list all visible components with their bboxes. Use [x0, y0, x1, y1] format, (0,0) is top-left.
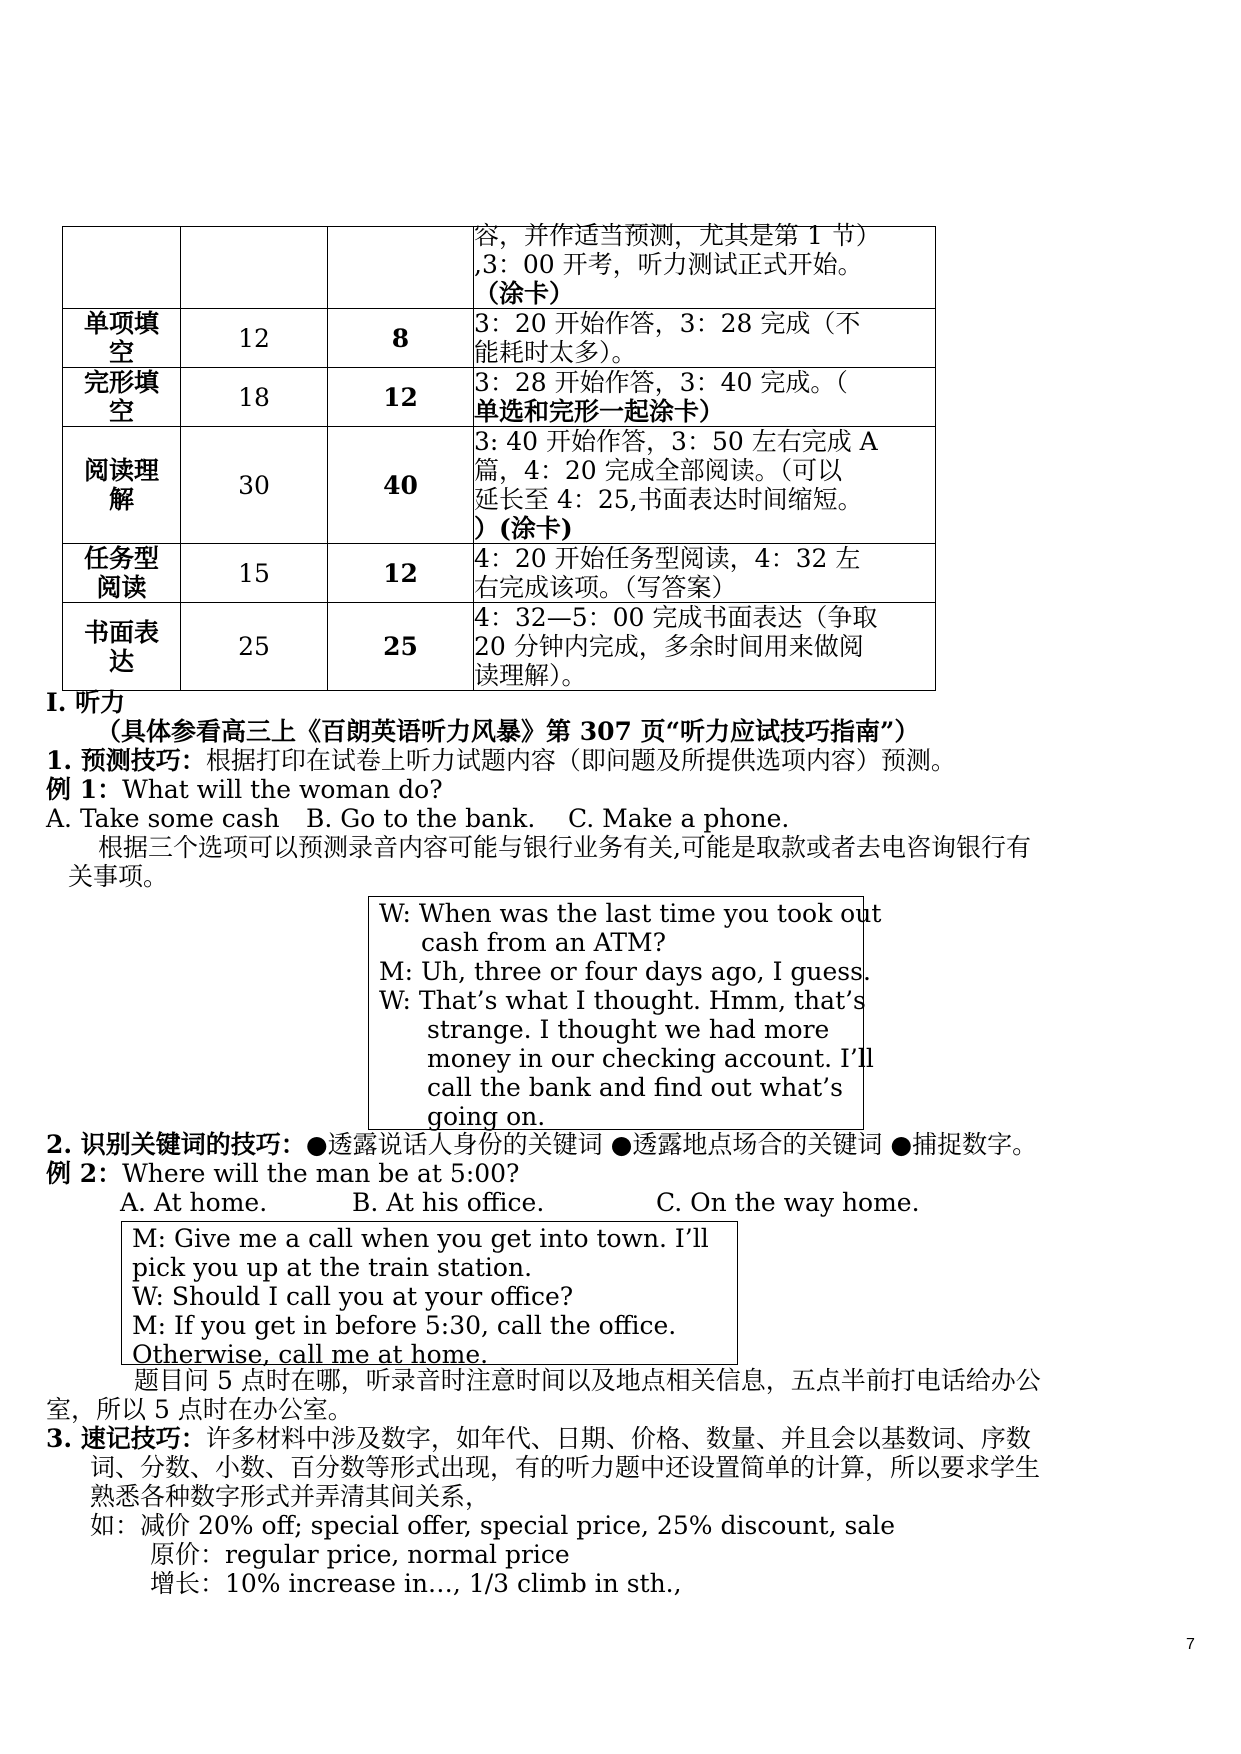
table-row	[63, 603, 936, 691]
time-plan-line: 单选和完形一起涂卡）	[474, 397, 725, 426]
question-count-cell	[181, 227, 328, 309]
score-cell: 12	[328, 368, 474, 427]
section-name-cell: 阅读理解	[63, 427, 181, 544]
section-name-cell: 完形填空	[63, 368, 181, 427]
table-row	[63, 427, 936, 544]
time-plan-line: 能耗时太多）。	[474, 338, 637, 367]
dialog1-line: cash from an ATM?	[421, 928, 667, 957]
time-plan-cell	[474, 309, 936, 368]
dialog1-line: W: When was the last time you took out	[379, 899, 882, 928]
dialog2-line: M: If you get in before 5:30, call the office.	[132, 1311, 677, 1340]
dialog1-line: strange. I thought we had more	[427, 1015, 830, 1044]
score-cell: 12	[328, 544, 474, 603]
time-plan-line: 容，并作适当预测，尤其是第 1 节）	[474, 221, 881, 250]
example2-explanation-2: 室，所以 5 点时在办公室。	[46, 1395, 353, 1424]
example2-question: Where will the man be at 5:00?	[122, 1159, 520, 1188]
time-plan-line: 3：28 开始作答，3：40 完成。（	[474, 368, 848, 397]
score-cell: 25	[328, 603, 474, 691]
table-row	[63, 227, 936, 309]
time-plan-cell	[474, 221, 936, 309]
time-plan-cell	[474, 603, 936, 691]
time-plan-cell	[474, 368, 936, 427]
time-plan-cell	[474, 544, 936, 603]
tip1-heading: 1. 预测技巧：	[46, 746, 206, 775]
example2-dialog-box	[121, 1221, 738, 1369]
tip3-text-3: 熟悉各种数字形式并弄清其间关系，	[90, 1482, 491, 1511]
question-count-cell: 18	[181, 368, 328, 427]
time-plan-line: 20 分钟内完成，多余时间用来做阅	[474, 632, 864, 661]
example2-option-b: B. At his office.	[352, 1188, 545, 1217]
score-cell: 40	[328, 427, 474, 544]
example1-explanation-2: 关事项。	[68, 862, 169, 891]
time-plan-line: 延长至 4：25,书面表达时间缩短。	[474, 485, 863, 514]
table-row	[63, 544, 936, 603]
tip1-text: 根据打印在试卷上听力试题内容（即问题及所提供选项内容）预测。	[205, 746, 956, 775]
section-reference: （具体参看高三上《百朗英语听力风暴》第 307 页“听力应试技巧指南”）	[96, 717, 920, 746]
table-row	[63, 309, 936, 368]
time-plan-line: 读理解）。	[474, 661, 587, 690]
tip3-example-3: 增长：10% increase in…, 1/3 climb in sth.,	[150, 1569, 682, 1598]
dialog1-line: W: That’s what I thought. Hmm, that’s	[379, 986, 866, 1015]
time-plan-cell	[474, 427, 936, 544]
schedule-table-body	[63, 221, 936, 691]
time-plan-line: 4：32—5：00 完成书面表达（争取	[474, 603, 878, 632]
dialog2-line: Otherwise, call me at home.	[132, 1340, 489, 1369]
dialog1-line: going on.	[427, 1102, 546, 1131]
section-name-cell: 单项填空	[63, 309, 181, 368]
section-name-cell: 书面表达	[63, 603, 181, 691]
score-cell: 8	[328, 309, 474, 368]
tip3-example-2: 原价：regular price, normal price	[150, 1540, 570, 1569]
section-title: I. 听力	[46, 688, 126, 717]
dialog1-line: call the bank and find out what’s	[427, 1073, 843, 1102]
question-count-cell: 25	[181, 603, 328, 691]
question-count-cell: 12	[181, 309, 328, 368]
question-count-cell: 30	[181, 427, 328, 544]
dialog1-line: money in our checking account. I’ll	[427, 1044, 874, 1073]
tip3-text-2: 词、分数、小数、百分数等形式出现，有的听力题中还设置简单的计算，所以要求学生	[90, 1453, 1041, 1482]
tip3-line	[46, 1424, 1031, 1453]
table-row	[63, 368, 936, 427]
tip3-example-1: 如：减价 20% off; special offer, special price, 25% discount, sale	[90, 1511, 895, 1540]
dialog2-line: W: Should I call you at your office?	[132, 1282, 574, 1311]
time-plan-line: 篇，4：20 完成全部阅读。（可以	[474, 456, 843, 485]
question-count-cell: 15	[181, 544, 328, 603]
time-plan-line: （涂卡）	[474, 279, 575, 308]
section-name-cell: 任务型阅读	[63, 544, 181, 603]
example1-label: 例 1：	[46, 775, 123, 804]
example1-option-a: A. Take some cash	[46, 804, 280, 833]
time-plan-line: ,3：00 开考，听力测试正式开始。	[474, 250, 863, 279]
example1-dialog-box	[368, 896, 882, 1131]
page-number: 7	[1186, 1636, 1195, 1653]
example2-label: 例 2：	[46, 1159, 123, 1188]
tip3-text-1: 许多材料中涉及数字，如年代、日期、价格、数量、并且会以基数词、序数	[205, 1424, 1031, 1453]
tip2-heading: 2. 识别关键词的技巧：	[46, 1130, 306, 1159]
example1-line	[46, 775, 443, 804]
tip2-line	[46, 1130, 1037, 1159]
time-plan-line: ）(涂卡)	[474, 514, 573, 543]
tip1-line	[46, 746, 956, 775]
example1-option-b: B. Go to the bank.	[306, 804, 536, 833]
schedule-table	[62, 221, 936, 691]
time-plan-line: 3: 40 开始作答，3：50 左右完成 A	[474, 427, 878, 456]
example1-question: What will the woman do?	[122, 775, 443, 804]
time-plan-line: 4：20 开始任务型阅读，4：32 左	[474, 544, 861, 573]
time-plan-line: 3：20 开始作答，3：28 完成（不	[474, 309, 861, 338]
example1-option-c: C. Make a phone.	[568, 804, 790, 833]
dialog1-line: M: Uh, three or four days ago, I guess.	[379, 957, 871, 986]
example2-explanation-1: 题目问 5 点时在哪，听录音时注意时间以及地点相关信息，五点半前打电话给办公	[134, 1366, 1041, 1395]
tip3-heading: 3. 速记技巧：	[46, 1424, 206, 1453]
example2-option-c: C. On the way home.	[656, 1188, 920, 1217]
example1-explanation-1: 根据三个选项可以预测录音内容可能与银行业务有关,可能是取款或者去电咨询银行有	[98, 833, 1031, 862]
section-name-cell	[63, 227, 181, 309]
dialog2-line: M: Give me a call when you get into town. I’ll	[132, 1224, 709, 1253]
tip2-text: ●透露说话人身份的关键词 ●透露地点场合的关键词 ●捕捉数字。	[305, 1130, 1038, 1159]
example2-line	[46, 1159, 519, 1188]
time-plan-line: 右完成该项。（写答案）	[474, 573, 737, 602]
example2-option-a: A. At home.	[120, 1188, 268, 1217]
score-cell	[328, 227, 474, 309]
dialog2-line: pick you up at the train station.	[132, 1253, 533, 1282]
